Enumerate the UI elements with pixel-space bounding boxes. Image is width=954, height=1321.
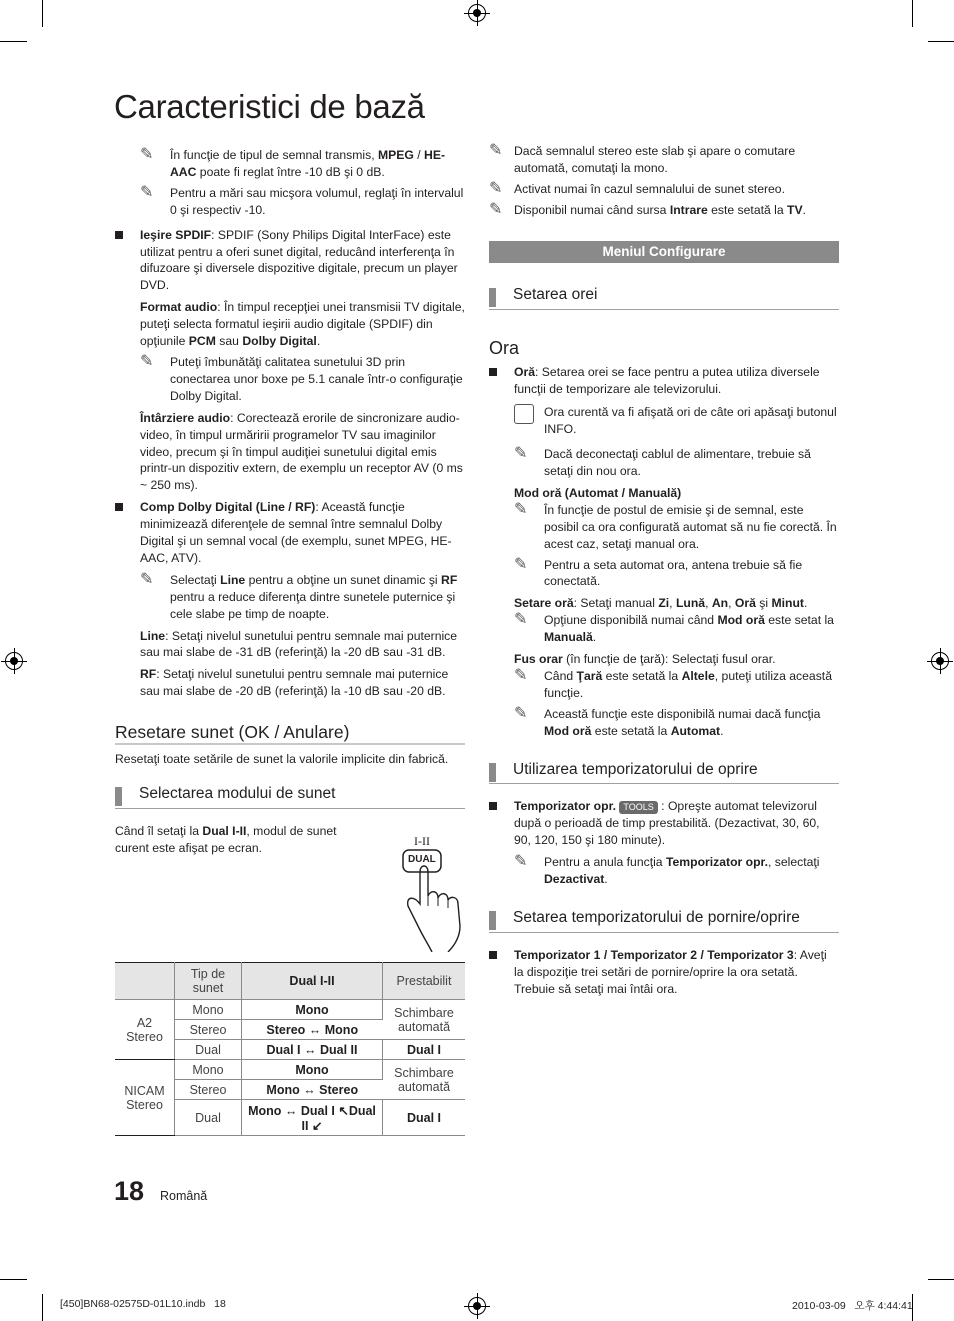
bullet-sleep: Temporizator opr. TOOLS : Opreşte automat televizorul după o perioadă de timp prestabilită. (Dezactivat, 30, 60, 90, 120, 150 şi 180 minute).: [489, 798, 839, 849]
set-ora: Setare oră: Setaţi manual Zi, Lună, An, Oră şi Minut. ✎ Opţiune disponibilă numai când Mod oră este setat la Manuală.: [489, 595, 839, 646]
table-header-cell: Dual I-II: [242, 963, 383, 1000]
sound-mode-table: [115, 962, 465, 1136]
crop-mark: [0, 41, 27, 42]
table-cell: Dual I ↔ Dual II: [242, 1040, 383, 1060]
crop-mark: [928, 1279, 954, 1280]
hand-note-icon: [514, 404, 534, 424]
pencil-note-icon: ✎: [489, 142, 503, 159]
note: Ora curentă va fi afişată ori de câte ori apăsaţi butonul INFO.: [514, 404, 839, 438]
right-column: [489, 143, 839, 998]
table-header-cell: Prestabilit: [383, 963, 466, 1000]
subsection-heading: Setarea temporizatorului de pornire/oprire: [489, 910, 839, 933]
fus-orar: Fus orar (în funcţie de ţară): Selectaţi fusul orar. ✎ Când Ţară este setată la Altele, puteţi utiliza această funcţie. ✎ Această funcţie este disponibilă numai dacă funcţia Mod oră este setată la Automat.: [489, 651, 839, 740]
subsection-heading: Utilizarea temporizatorului de oprire: [489, 762, 839, 785]
table-row: [115, 1060, 465, 1080]
note: ✎ Când Ţară este setată la Altele, puteţi utiliza această funcţie.: [514, 666, 832, 700]
remote-dual-illustration: [398, 834, 468, 952]
pencil-note-icon: ✎: [514, 611, 528, 629]
table-cell: Dual I: [383, 1040, 466, 1060]
table-cell: Stereo ↔ Mono: [242, 1020, 383, 1040]
table-cell: Mono: [175, 1060, 242, 1080]
heading-bar-icon: [115, 787, 122, 806]
section-heading: Resetare sunet (OK / Anulare): [115, 724, 465, 745]
note: ✎ În funcţie de postul de emisie şi de semnal, este posibil ca ora configurată automat să nu fie corectă. În acest caz, setaţi manual ora.: [514, 500, 837, 551]
mode-auto: Mod oră (Automat / Manuală) ✎ În funcţie de postul de emisie şi de semnal, este posibil ca ora configurată automat să nu fie corectă. În acest caz, setaţi manual ora. ✎ Pentru a seta automat ora, antena trebuie să fie conectată.: [489, 485, 839, 590]
file-info: [450]BN68-02575D-01L10.indb 18: [60, 1298, 226, 1310]
crop-mark: [0, 1279, 27, 1280]
registration-mark-icon: [468, 4, 486, 22]
pencil-note-icon: ✎: [140, 183, 154, 201]
dual-label: I-II: [414, 834, 430, 848]
mode-text: Când îl setaţi la Dual I-II, modul de sunet curent este afişat pe ecran.: [115, 823, 337, 855]
note: ✎ Puteţi îmbunătăţi calitatea sunetului 3D prin conectarea unor boxe pe 5.1 canale într-o configuraţie Dolby Digital.: [140, 352, 463, 403]
bullet-spdif: Ieşire SPDIF: SPDIF (Sony Philips Digital InterFace) este utilizat pentru a oferi sunet digital, reducând interferenţa în difuzoare şi diversele dispozitive digitale, precum un player DVD.: [115, 227, 465, 295]
table-header-cell: Tip de sunet: [175, 963, 242, 1000]
line-setting: Line: Setaţi nivelul sunetului pentru semnale mai puternice sau mai slabe de -31 dB (referinţă) la -20 dB sau -31 dB.: [140, 628, 458, 660]
note: ✎ Pentru a seta automat ora, antena trebuie să fie conectată.: [514, 555, 803, 589]
page-number: 18: [114, 1176, 145, 1206]
square-bullet-icon: [115, 231, 123, 239]
registration-mark-icon: [931, 652, 949, 670]
pencil-note-icon: ✎: [489, 179, 503, 197]
pencil-note-icon: ✎: [514, 704, 528, 722]
square-bullet-icon: [489, 368, 497, 376]
left-column: [115, 143, 465, 857]
bullet-ora: Oră: Setarea orei se face pentru a putea utiliza diversele funcţii de temporizare ale televizorului.: [489, 364, 839, 398]
print-date: 2010-03-09 오후 4:44:41: [792, 1300, 913, 1312]
note: ✎ Activat numai în cazul semnalului de sunet stereo.: [489, 179, 785, 197]
table-cell: A2 Stereo: [115, 1000, 175, 1060]
table-cell: Mono ↔ Dual I ↖Dual II ↙: [242, 1100, 383, 1136]
note: ✎ Disponibil numai când sursa Intrare este setată la TV.: [489, 200, 806, 218]
pencil-note-icon: ✎: [140, 146, 154, 163]
subsection-heading: Setarea orei: [489, 287, 839, 310]
pencil-note-icon: ✎: [489, 200, 503, 218]
rf-setting: RF: Setaţi nivelul sunetului pentru semnale mai puternice sau mai slabe de -20 dB (referinţă) la -10 dB sau -20 dB.: [140, 667, 449, 699]
note: ✎ Opţiune disponibilă numai când Mod oră este setat la Manuală.: [514, 611, 834, 645]
table-cell: Dual: [175, 1100, 242, 1136]
language-label: Română: [160, 1189, 208, 1203]
note: ✎ Dacă deconectaţi cablul de alimentare, trebuie să setaţi din nou ora.: [514, 445, 811, 478]
pencil-note-icon: ✎: [514, 445, 528, 463]
heading-bar-icon: [489, 911, 496, 930]
crop-mark: [42, 0, 43, 27]
table-header-cell: [115, 963, 175, 1000]
crop-mark: [928, 41, 954, 42]
note: ✎ Pentru a anula funcţia Temporizator opr., selectaţi Dezactivat.: [514, 853, 820, 887]
format-audio: Format audio: În timpul recepţiei unei transmisii TV digitale, puteţi selecta formatul ieşirii audio digitale (SPDIF) din opţiunile PCM sau Dolby Digital. ✎ Puteţi îmbunătăţi calitatea sunetului 3D prin conectarea unor boxe pe 5.1 canale într-o configuraţie Dolby Digital.: [140, 300, 465, 403]
pencil-note-icon: ✎: [140, 570, 154, 588]
registration-mark-icon: [5, 652, 23, 670]
crop-mark: [912, 0, 913, 27]
heading-bar-icon: [489, 288, 496, 307]
table-cell: Mono: [242, 1000, 383, 1020]
tools-button-icon: TOOLS: [619, 801, 657, 814]
table-cell: Dual: [175, 1040, 242, 1060]
bullet-comp-dolby: Comp Dolby Digital (Line / RF): Această funcţie minimizează diferenţele de semnal între semnalul Dolby Digital şi un semnal vocal (de exemplu, sunet MPEG, HE-AAC, ATV).: [115, 499, 465, 567]
reset-text: Resetaţi toate setările de sunet la valorile implicite din fabrică.: [115, 752, 449, 767]
table-cell: Stereo: [175, 1080, 242, 1100]
table-cell: Mono: [175, 1000, 242, 1020]
pencil-note-icon: ✎: [514, 853, 528, 871]
pencil-note-icon: ✎: [514, 666, 528, 684]
table-cell: NICAM Stereo: [115, 1060, 175, 1136]
note: ✎ În funcţie de tipul de semnal transmis, MPEG / HE-AAC poate fi reglat între -10 dB şi 0 dB.: [140, 146, 446, 179]
pencil-note-icon: ✎: [514, 555, 528, 573]
square-bullet-icon: [489, 802, 497, 810]
table-cell: Schimbare automată: [383, 1000, 466, 1040]
table-cell: Stereo: [175, 1020, 242, 1040]
heading-bar-icon: [489, 763, 496, 782]
note: ✎ Pentru a mări sau micşora volumul, reglaţi în intervalul 0 şi respectiv -10.: [140, 183, 464, 217]
table-cell: Dual I: [383, 1100, 466, 1136]
pencil-note-icon: ✎: [514, 500, 528, 518]
pencil-note-icon: ✎: [140, 352, 154, 370]
table-cell: Mono ↔ Stereo: [242, 1080, 383, 1100]
page-title: Caracteristici de bază: [114, 88, 425, 125]
square-bullet-icon: [489, 951, 497, 959]
table-row: [115, 963, 465, 1000]
note: ✎ Dacă semnalul stereo este slab şi apare o comutare automată, comutaţi la mono.: [489, 142, 796, 175]
crop-mark: [42, 1294, 43, 1321]
section-heading: Ora: [489, 337, 520, 358]
audio-delay: Întârziere audio: Corectează erorile de sincronizare audio-video, în timpul urmăririi programelor TV sau imaginilor video, precum şi în timpul audiţiei sunetului digital emis printr-un dispozitiv extern, de exemplu un receptor AV (0 ms ~ 250 ms).: [140, 410, 463, 493]
note: ✎ Selectaţi Line pentru a obţine un sunet dinamic şi RF pentru a reduce diferenţa dintre sunetele puternice şi cele slabe pe timp de noapte.: [140, 570, 458, 621]
table-cell: Schimbare automată: [383, 1060, 466, 1100]
table-row: [115, 1000, 465, 1020]
note: ✎ Această funcţie este disponibilă numai dacă funcţia Mod oră este setată la Automat.: [514, 704, 821, 738]
table-cell: Mono: [242, 1060, 383, 1080]
dual-button: DUAL: [408, 854, 436, 865]
hand-press-icon: [398, 834, 468, 952]
subsection-heading: Selectarea modului de sunet: [115, 786, 465, 809]
registration-mark-icon: [468, 1297, 486, 1315]
menu-band: Meniul Configurare: [489, 241, 839, 263]
bullet-timer: Temporizator 1 / Temporizator 2 / Temporizator 3: Aveţi la dispoziţie trei setări de pornire/oprire la ora setată. Trebuie să setaţi mai întâi ora.: [489, 947, 839, 998]
square-bullet-icon: [115, 503, 123, 511]
